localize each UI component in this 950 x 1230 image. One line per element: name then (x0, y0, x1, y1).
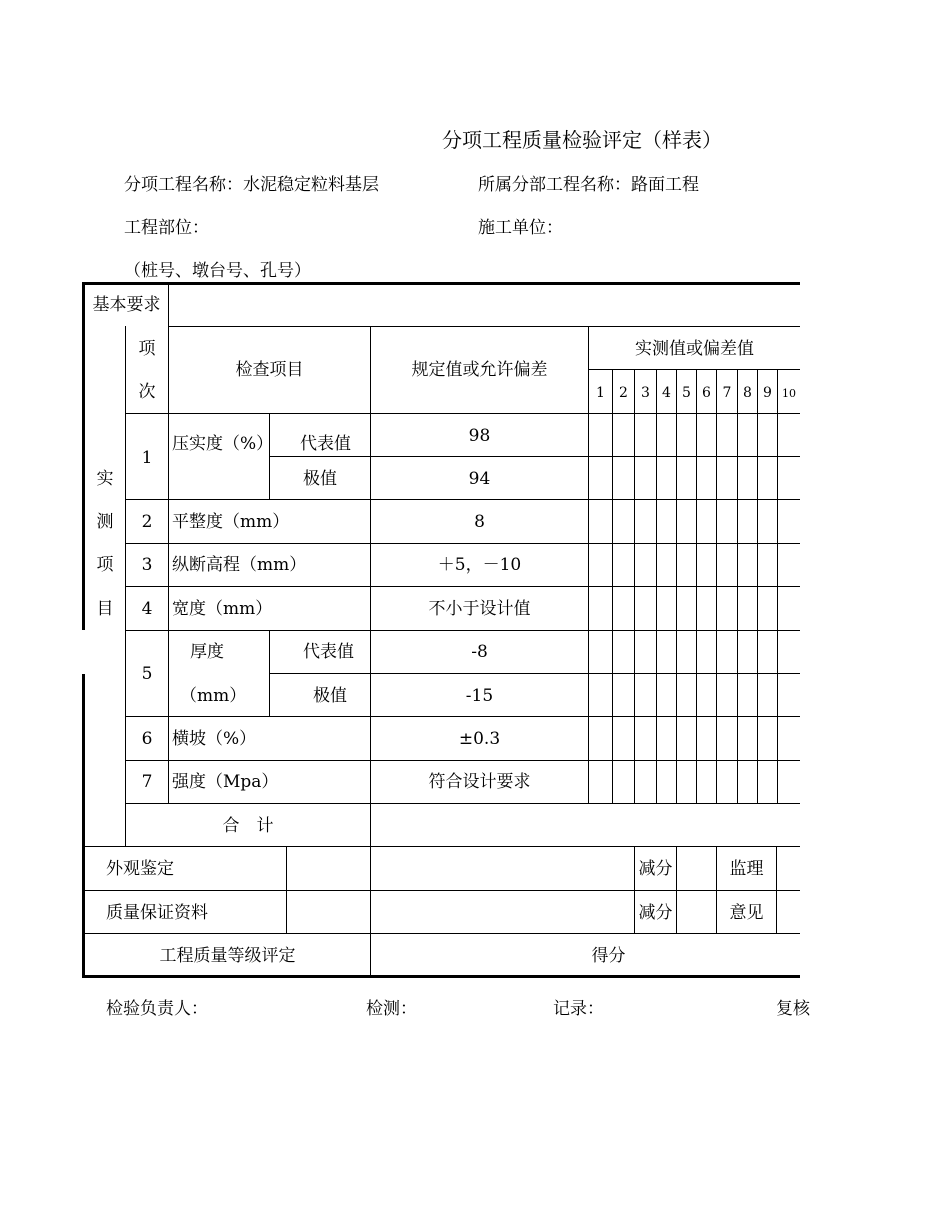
section-label-char: 实 (96, 469, 114, 489)
header-check-item: 检查项目 (235, 360, 304, 380)
row-4-name: 宽度（mm） (172, 599, 273, 619)
row-1-no: 1 (141, 448, 153, 468)
row-6-no: 6 (141, 729, 153, 749)
grid-h (270, 673, 800, 674)
row-7-name: 强度（Mpa） (172, 772, 279, 792)
grid-v (696, 369, 697, 803)
row-2-no: 2 (141, 512, 153, 532)
grid-v (676, 846, 677, 933)
row-3-name: 纵断高程（mm） (172, 555, 307, 575)
grid-h (84, 933, 800, 934)
row-6-spec: ±0.3 (458, 729, 501, 749)
row-1a-spec: 98 (468, 426, 491, 446)
grid-h (125, 586, 800, 587)
basic-requirements-label: 基本要求 (92, 295, 161, 315)
row-3-no: 3 (141, 555, 153, 575)
grid-h (125, 716, 800, 717)
row-1b-spec: 94 (468, 469, 491, 489)
grid-v (612, 369, 613, 803)
measure-col-7: 7 (722, 385, 732, 401)
project-name: 分项工程名称：水泥稳定粒料基层 (124, 175, 379, 195)
row-1a-sub: 代表值 (300, 434, 351, 454)
grid-v (656, 369, 657, 803)
row-4-spec: 不小于设计值 (428, 599, 531, 619)
grid-h (588, 369, 800, 370)
row-5a-sub: 代表值 (303, 642, 354, 662)
division-name: 所属分部工程名称：路面工程 (478, 175, 699, 195)
grid-h (84, 890, 800, 891)
section-label-char: 测 (96, 512, 114, 532)
row-5-name-bottom: （mm） (180, 686, 247, 706)
table-bottom-border (82, 975, 800, 978)
title-main: 分项工程质量检验评定 (442, 128, 642, 152)
grid-v (776, 846, 777, 933)
grid-v (125, 326, 126, 846)
measure-col-9: 9 (763, 385, 772, 401)
deduct-label-1: 减分 (638, 859, 673, 879)
grid-h (125, 803, 800, 804)
footer-inspector: 检验负责人： (106, 999, 208, 1019)
quality-docs-label: 质量保证资料 (106, 903, 208, 923)
row-2-name: 平整度（mm） (172, 512, 290, 532)
grid-v (168, 284, 169, 326)
footer-recording: 记录： (553, 999, 604, 1019)
grid-v (269, 630, 270, 716)
grid-h (125, 760, 800, 761)
header-spec: 规定值或允许偏差 (411, 360, 548, 380)
grid-v (168, 326, 169, 803)
footer-testing: 检测： (366, 999, 417, 1019)
page-title (442, 130, 722, 150)
row-5-name-top: 厚度 (190, 642, 224, 662)
deduct-label-2: 减分 (638, 903, 673, 923)
header-item-no-top: 项 (138, 339, 156, 359)
row-5b-spec: -15 (465, 686, 494, 706)
measure-col-6: 6 (702, 385, 711, 401)
grid-h (84, 846, 800, 847)
measure-col-4: 4 (662, 385, 671, 401)
grid-v (777, 369, 778, 803)
measure-col-3: 3 (641, 385, 650, 401)
section-label-char: 目 (96, 599, 114, 619)
row-4-no: 4 (141, 599, 153, 619)
grid-h (125, 499, 800, 500)
supervisor-label-bottom: 意见 (729, 903, 764, 923)
measure-col-1: 1 (596, 385, 605, 401)
appearance-label: 外观鉴定 (106, 859, 174, 879)
grid-v (757, 369, 758, 803)
measure-col-8: 8 (743, 385, 752, 401)
measure-col-5: 5 (682, 385, 691, 401)
grid-v (286, 846, 287, 933)
row-2-spec: 8 (474, 512, 485, 532)
grade-eval-label: 工程质量等级评定 (159, 946, 296, 966)
title-suffix: （样表） (642, 128, 722, 152)
grid-v (634, 369, 635, 803)
table-left-border-upper (82, 282, 85, 630)
row-5a-spec: -8 (471, 642, 488, 662)
score-label: 得分 (591, 946, 626, 966)
grid-v (737, 369, 738, 803)
row-5-no: 5 (141, 664, 153, 684)
row-6-name: 横坡（%） (172, 729, 257, 749)
footer-review: 复核 (776, 999, 810, 1019)
grid-h (125, 413, 800, 414)
grid-h (125, 543, 800, 544)
grid-h (270, 456, 800, 457)
row-1-name: 压实度（%） (172, 434, 274, 454)
measure-col-10: 10 (782, 387, 796, 400)
grid-h (125, 630, 800, 631)
contractor: 施工单位： (478, 218, 563, 238)
grid-v (676, 369, 677, 803)
row-3-spec: ＋5，－10 (437, 555, 522, 575)
location-note: （桩号、墩台号、孔号） (124, 261, 311, 281)
grid-h (168, 326, 800, 327)
project-location: 工程部位： (124, 218, 209, 238)
row-7-no: 7 (141, 772, 153, 792)
section-label-char: 项 (96, 555, 114, 575)
supervisor-label-top: 监理 (729, 859, 764, 879)
row-7-spec: 符合设计要求 (428, 772, 531, 792)
grid-v (716, 369, 717, 803)
header-measured: 实测值或偏差值 (635, 339, 754, 359)
row-1b-sub: 极值 (303, 469, 337, 489)
measure-col-2: 2 (619, 385, 628, 401)
table-top-border (82, 282, 800, 285)
header-item-no-bottom: 次 (138, 382, 156, 402)
row-5b-sub: 极值 (313, 686, 347, 706)
total-label: 合 计 (222, 816, 274, 836)
